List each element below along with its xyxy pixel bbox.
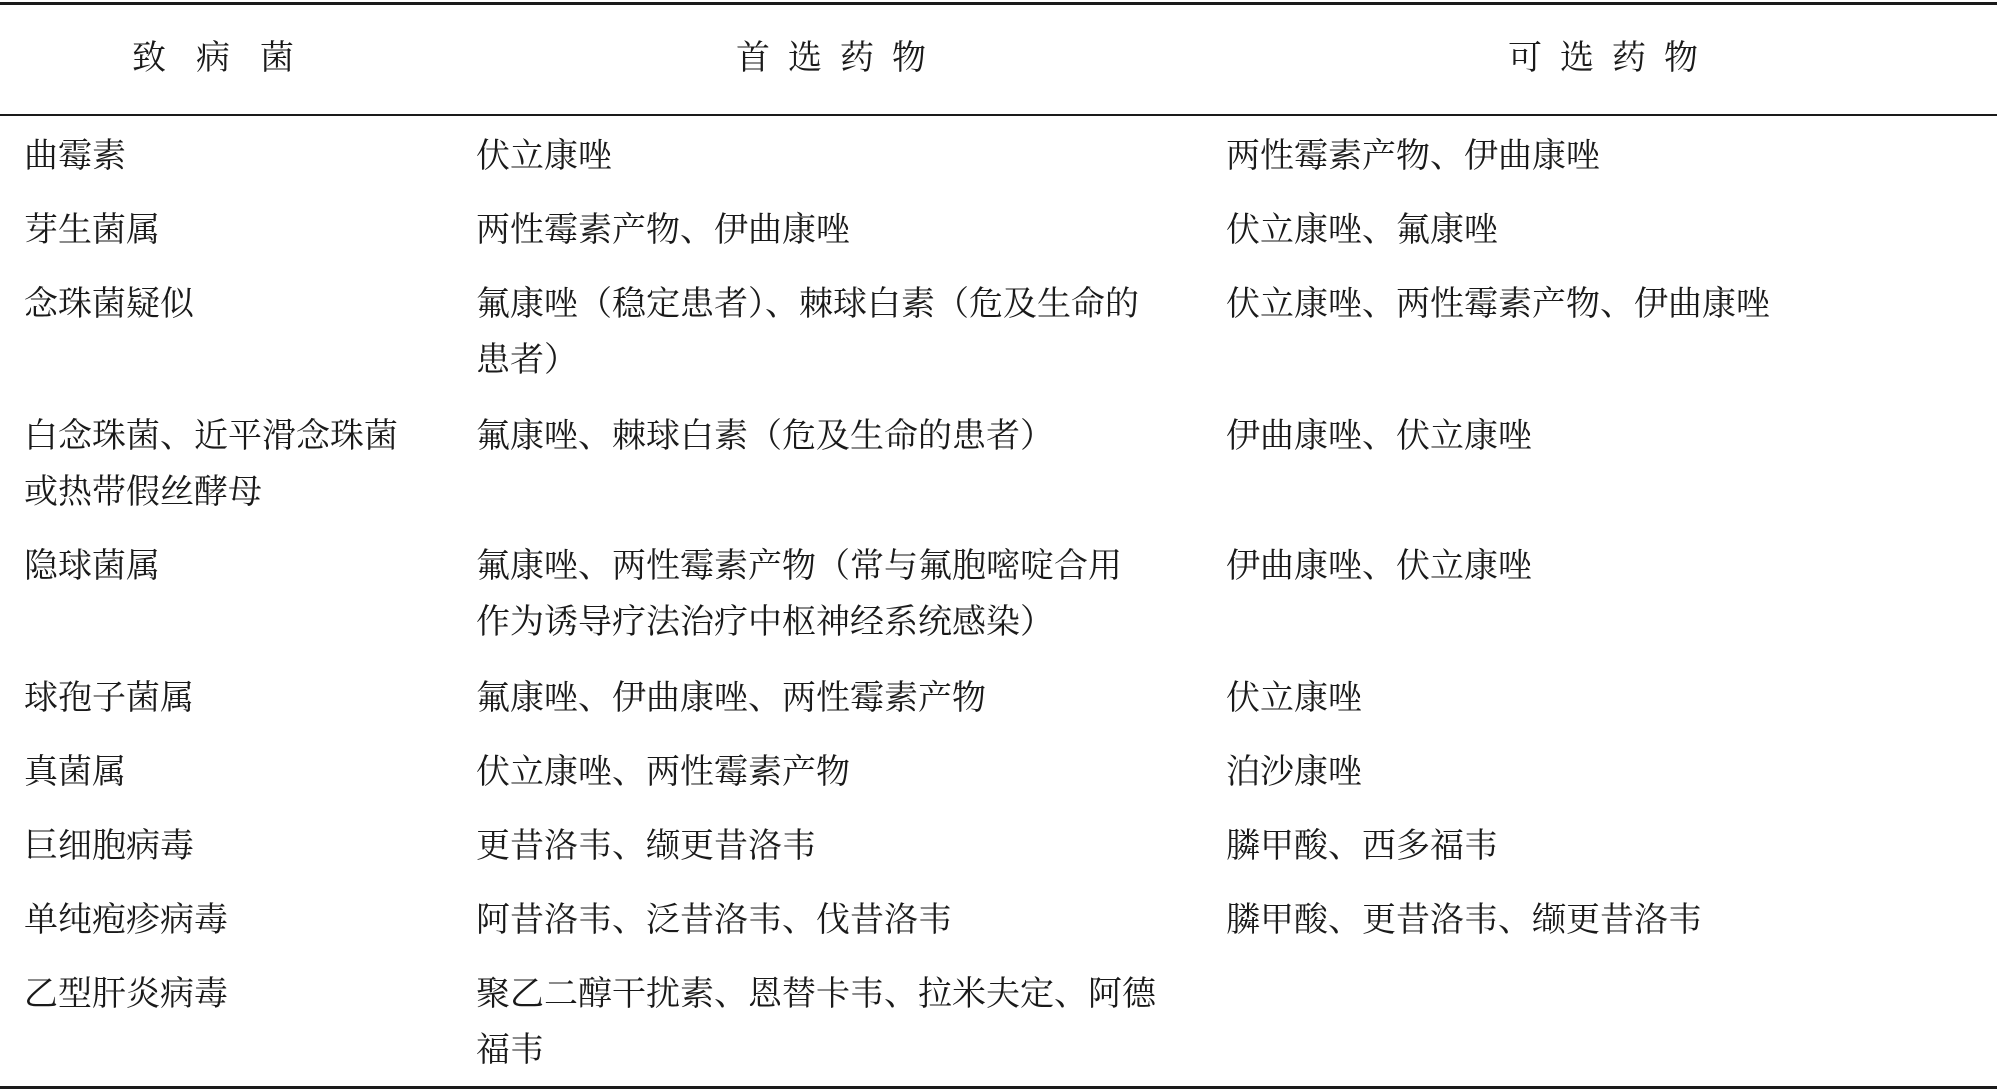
cell-pathogen bbox=[24, 818, 194, 874]
cell-line: 两性霉素产物、伊曲康唑 bbox=[1226, 136, 1600, 176]
cell-pathogen bbox=[24, 128, 126, 184]
cell-line: 聚乙二醇干扰素、恩替卡韦、拉米夫定、阿德 bbox=[476, 974, 1156, 1014]
cell-line: 曲霉素 bbox=[24, 136, 126, 176]
cell-line: 单纯疱疹病毒 bbox=[24, 900, 228, 940]
cell-line: 膦甲酸、西多福韦 bbox=[1226, 826, 1498, 866]
cell-first-choice bbox=[476, 892, 952, 948]
cell-line: 伏立康唑 bbox=[1226, 678, 1362, 718]
cell-alternative bbox=[1226, 744, 1362, 800]
cell-line: 伊曲康唑、伏立康唑 bbox=[1226, 546, 1532, 586]
cell-line: 膦甲酸、更昔洛韦、缬更昔洛韦 bbox=[1226, 900, 1702, 940]
cell-pathogen bbox=[24, 966, 228, 1022]
cell-alternative bbox=[1226, 892, 1702, 948]
table-bottom-rule bbox=[0, 1086, 1997, 1089]
cell-line: 氟康唑、伊曲康唑、两性霉素产物 bbox=[476, 678, 986, 718]
cell-first-choice bbox=[476, 966, 1156, 1078]
cell-pathogen bbox=[24, 276, 194, 332]
cell-first-choice bbox=[476, 744, 850, 800]
cell-line: 隐球菌属 bbox=[24, 546, 160, 586]
cell-alternative bbox=[1226, 202, 1498, 258]
cell-alternative bbox=[1226, 818, 1498, 874]
cell-line: 真菌属 bbox=[24, 752, 126, 792]
cell-pathogen bbox=[24, 892, 228, 948]
header-alternative: 可选药物 bbox=[1508, 38, 1716, 78]
cell-line: 两性霉素产物、伊曲康唑 bbox=[476, 210, 850, 250]
cell-first-choice bbox=[476, 408, 1054, 464]
cell-pathogen bbox=[24, 202, 160, 258]
header-divider-rule bbox=[0, 114, 1997, 116]
cell-pathogen bbox=[24, 744, 126, 800]
cell-line: 球孢子菌属 bbox=[24, 678, 194, 718]
cell-line: 阿昔洛韦、泛昔洛韦、伐昔洛韦 bbox=[476, 900, 952, 940]
table-top-rule bbox=[0, 2, 1997, 5]
cell-line: 更昔洛韦、缬更昔洛韦 bbox=[476, 826, 816, 866]
cell-line: 念珠菌疑似 bbox=[24, 284, 194, 324]
cell-line: 乙型肝炎病毒 bbox=[24, 974, 228, 1014]
cell-first-choice bbox=[476, 128, 612, 184]
cell-pathogen bbox=[24, 538, 160, 594]
cell-line: 伏立康唑 bbox=[476, 136, 612, 176]
cell-line: 巨细胞病毒 bbox=[24, 826, 194, 866]
cell-line: 伏立康唑、两性霉素产物、伊曲康唑 bbox=[1226, 284, 1770, 324]
cell-alternative bbox=[1226, 670, 1362, 726]
cell-line: 伊曲康唑、伏立康唑 bbox=[1226, 416, 1532, 456]
cell-alternative bbox=[1226, 408, 1532, 464]
cell-first-choice bbox=[476, 538, 1122, 650]
cell-line: 白念珠菌、近平滑念珠菌 bbox=[24, 416, 398, 456]
cell-first-choice bbox=[476, 670, 986, 726]
header-first-choice: 首选药物 bbox=[736, 38, 944, 78]
cell-pathogen bbox=[24, 408, 398, 520]
cell-line: 氟康唑、两性霉素产物（常与氟胞嘧啶合用 bbox=[476, 546, 1122, 586]
cell-first-choice bbox=[476, 818, 816, 874]
cell-alternative bbox=[1226, 276, 1770, 332]
cell-line: 福韦 bbox=[476, 1030, 544, 1070]
cell-alternative bbox=[1226, 538, 1532, 594]
cell-line: 作为诱导疗法治疗中枢神经系统感染） bbox=[476, 602, 1054, 642]
cell-first-choice bbox=[476, 276, 1139, 388]
cell-line: 患者） bbox=[476, 340, 578, 380]
cell-line: 伏立康唑、两性霉素产物 bbox=[476, 752, 850, 792]
cell-line: 伏立康唑、氟康唑 bbox=[1226, 210, 1498, 250]
cell-alternative bbox=[1226, 128, 1600, 184]
cell-line: 氟康唑（稳定患者）、棘球白素（危及生命的 bbox=[476, 284, 1139, 324]
cell-first-choice bbox=[476, 202, 850, 258]
cell-line: 芽生菌属 bbox=[24, 210, 160, 250]
header-pathogen: 致病菌 bbox=[132, 38, 324, 78]
cell-line: 泊沙康唑 bbox=[1226, 752, 1362, 792]
cell-pathogen bbox=[24, 670, 194, 726]
cell-line: 氟康唑、棘球白素（危及生命的患者） bbox=[476, 416, 1054, 456]
cell-line: 或热带假丝酵母 bbox=[24, 472, 262, 512]
